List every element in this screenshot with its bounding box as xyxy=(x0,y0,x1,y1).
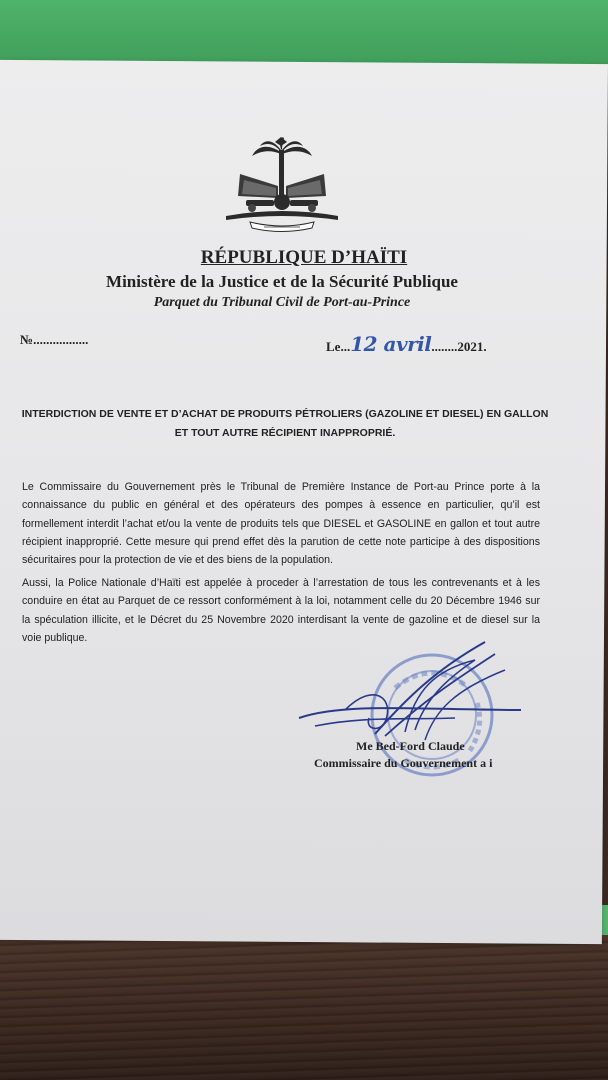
date-suffix: ........2021. xyxy=(431,339,487,354)
body-paragraph-1: Le Commissaire du Gouvernement près le Tribunal de Première Instance de Port-au Prince porte à la connaissance du public en général et des opérateurs des pompes à essence en particulier, qu’il est formellement interdit l’achat et/ou la vente de produits tels que DIESEL et GASOLINE en gallon et tout autre récipient inapproprié. Cette mesure qui prend effet dès la parution de cette note participe à des dispositions sécuritaires pour la protection de vie et des biens de la population. xyxy=(22,481,540,567)
wooden-table xyxy=(0,935,608,1080)
signatory-name: Me Bed-Ford Claude xyxy=(356,739,465,753)
date-prefix: Le... xyxy=(326,339,351,354)
header-parquet: Parquet du Tribunal Civil de Port-au-Prince xyxy=(153,295,411,310)
signatory-title: Commissaire du Gouvernement a i xyxy=(314,756,493,770)
document-date xyxy=(326,332,487,356)
coat-of-arms-icon xyxy=(220,136,344,234)
handwritten-date: 12 avril xyxy=(350,332,432,356)
subject-heading: INTERDICTION DE VENTE ET D’ACHAT DE PRODUITS PÉTROLIERS (GAZOLINE ET DIESEL) EN GALLON ET TOUT AUTRE RÉCIPIENT INAPPROPRIÉ. xyxy=(21,408,549,439)
green-folder-top xyxy=(0,0,608,70)
header-ministry: Ministère de la Justice et de la Sécurité Publique xyxy=(106,272,458,291)
reference-number: №................. xyxy=(20,332,89,347)
header-republic: RÉPUBLIQUE D’HAÏTI xyxy=(200,247,408,268)
body-paragraph-2: Aussi, la Police Nationale d’Haïti est appelée à proceder à l’arrestation de tous les contrevenants et à les conduire en état au Parquet de ce ressort conformément à la loi, notamment celle du 20 Décembre 1946 sur la spéculation illicite, et le Décret du 25 Novembre 2020 interdisant la vente de gazoline et de diesel sur la voie publique. xyxy=(22,577,540,644)
signature-icon xyxy=(285,640,525,750)
